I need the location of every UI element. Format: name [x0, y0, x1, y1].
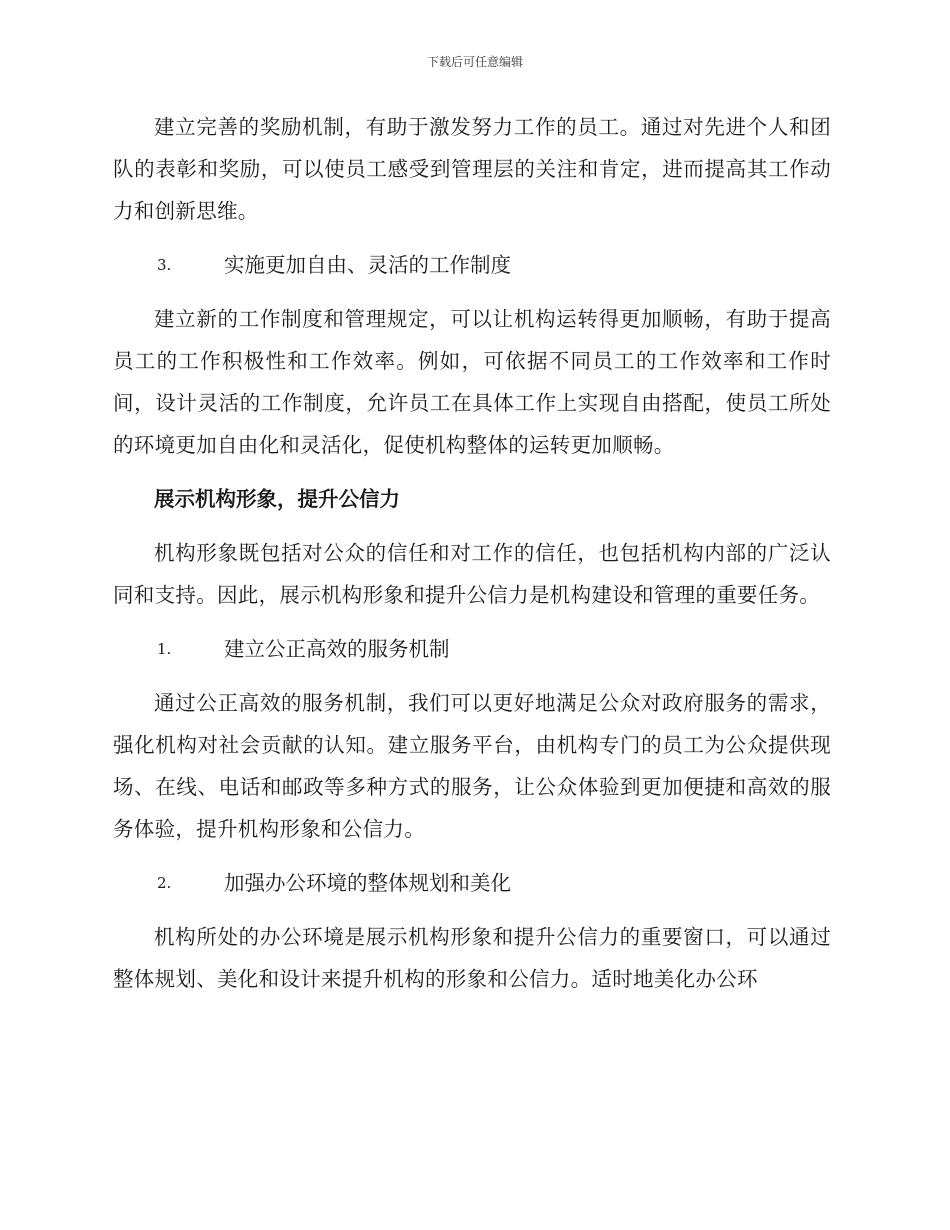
paragraph-office-environment: 机构所处的办公环境是展示机构形象和提升公信力的重要窗口，可以通过整体规划、美化和设计来提升机构的形象和公信力。适时地美化办公环 — [113, 925, 831, 991]
section-heading: 展示机构形象，提升公信力 — [154, 487, 400, 511]
list-item-service-mechanism — [113, 628, 831, 670]
list-item-title: 加强办公环境的整体规划和美化 — [224, 871, 511, 895]
list-item-office-environment — [113, 862, 831, 904]
paragraph-reward-mechanism: 建立完善的奖励机制，有助于激发努力工作的员工。通过对先进个人和团队的表彰和奖励，可以使员工感受到管理层的关注和肯定，进而提高其工作动力和创新思维。 — [113, 115, 831, 223]
document-body — [113, 106, 831, 1012]
paragraph-institution-image: 机构形象既包括对公众的信任和对工作的信任，也包括机构内部的广泛认同和支持。因此，展示机构形象和提升公信力是机构建设和管理的重要任务。 — [113, 541, 831, 607]
paragraph-work-system: 建立新的工作制度和管理规定，可以让机构运转得更加顺畅，有助于提高员工的工作积极性和工作效率。例如，可依据不同员工的工作效率和工作时间，设计灵活的工作制度，允许员工在具体工作上实现自由搭配，使员工所处的环境更加自由化和灵活化，促使机构整体的运转更加顺畅。 — [113, 307, 831, 457]
paragraph-service-mechanism: 通过公正高效的服务机制，我们可以更好地满足公众对政府服务的需求，强化机构对社会贡献的认知。建立服务平台，由机构专门的员工为公众提供现场、在线、电话和邮政等多种方式的服务，让公众体验到更加便捷和高效的服务体验，提升机构形象和公信力。 — [113, 691, 831, 841]
list-item-number: 1. — [157, 640, 172, 658]
page-header: 下载后可任意编辑 — [426, 55, 523, 69]
list-item-number: 3. — [157, 256, 172, 274]
list-item-title: 建立公正高效的服务机制 — [224, 637, 450, 661]
list-item-title: 实施更加自由、灵活的工作制度 — [224, 253, 511, 277]
list-item-flexible-work-system — [113, 244, 831, 286]
list-item-number: 2. — [157, 874, 172, 892]
